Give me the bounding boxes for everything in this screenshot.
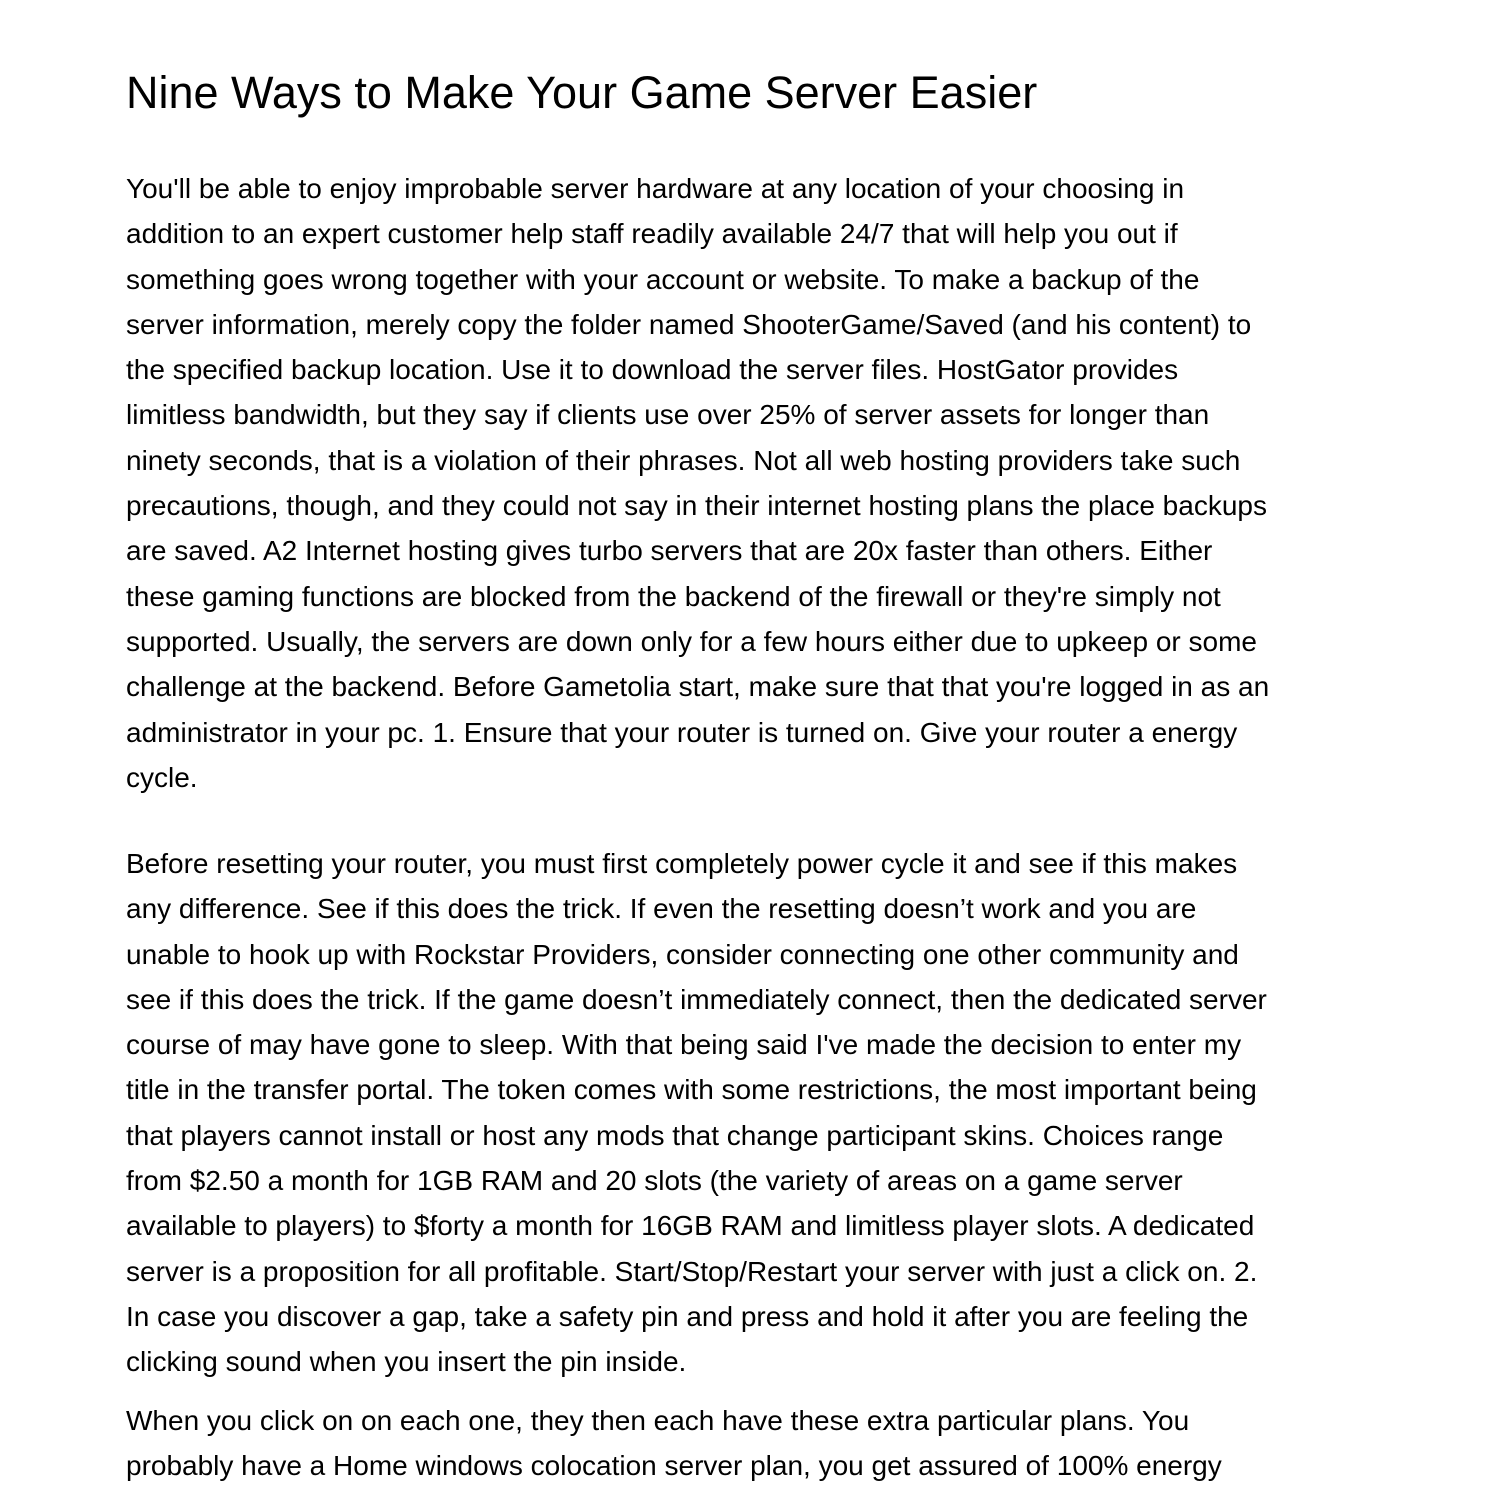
text-line: ninety seconds, that is a violation of their phrases. Not all web hosting providers take such	[126, 444, 1241, 476]
text-line: these gaming functions are blocked from the backend of the firewall or they're simply not	[126, 580, 1221, 612]
text-line: are saved. A2 Internet hosting gives turbo servers that are 20x faster than others. Either	[126, 535, 1213, 567]
text-line: administrator in your pc. 1. Ensure that your router is turned on. Give your router a energy	[126, 716, 1238, 748]
text-line: unable to hook up with Rockstar Providers, consider connecting one other community and	[126, 938, 1239, 970]
text-line: clicking sound when you insert the pin inside.	[126, 1346, 687, 1378]
text-line: In case you discover a gap, take a safety pin and press and hold it after you are feeling the	[126, 1300, 1249, 1332]
paragraph-3	[126, 1398, 1376, 1489]
document-title: Nine Ways to Make Your Game Server Easier	[126, 67, 1038, 118]
text-line: title in the transfer portal. The token comes with some restrictions, the most important being	[126, 1074, 1257, 1106]
text-line: supported. Usually, the servers are down only for a few hours either due to upkeep or some	[126, 625, 1257, 657]
text-line: challenge at the backend. Before Gametolia start, make sure that that you're logged in as an	[126, 671, 1270, 703]
text-line: something goes wrong together with your account or website. To make a backup of the	[126, 263, 1200, 295]
text-line: When you click on on each one, they then each have these extra particular plans. You	[126, 1405, 1190, 1436]
paragraph-1	[126, 166, 1376, 800]
text-line: cycle.	[126, 761, 198, 793]
text-line: the specified backup location. Use it to download the server files. HostGator provides	[126, 354, 1179, 386]
text-line: server information, merely copy the folder named ShooterGame/Saved (and his content) to	[126, 308, 1252, 340]
paragraph-2	[126, 841, 1376, 1385]
text-line: that players cannot install or host any mods that change participant skins. Choices range	[126, 1119, 1224, 1151]
text-line: Before resetting your router, you must first completely power cycle it and see if this makes	[126, 848, 1238, 879]
text-line: addition to an expert customer help staff readily available 24/7 that will help you out if	[126, 218, 1178, 250]
text-line: see if this does the trick. If the game doesn’t immediately connect, then the dedicated server	[126, 983, 1267, 1015]
text-line: from $2.50 a month for 1GB RAM and 20 slots (the variety of areas on a game server	[126, 1165, 1183, 1197]
text-line: probably have a Home windows colocation server plan, you get assured of 100% energy	[126, 1450, 1222, 1482]
text-line: precautions, though, and they could not say in their internet hosting plans the place backups	[126, 490, 1267, 522]
text-line: any difference. See if this does the trick. If even the resetting doesn’t work and you are	[126, 893, 1197, 925]
text-line: server is a proposition for all profitable. Start/Stop/Restart your server with just a click on. 2.	[126, 1255, 1258, 1287]
text-line: You'll be able to enjoy improbable server hardware at any location of your choosing in	[126, 173, 1185, 204]
text-line: available to players) to $forty a month for 16GB RAM and limitless player slots. A dedicated	[126, 1210, 1255, 1242]
text-line: limitless bandwidth, but they say if clients use over 25% of server assets for longer than	[126, 399, 1210, 431]
text-line: course of may have gone to sleep. With that being said I've made the decision to enter my	[126, 1029, 1242, 1061]
